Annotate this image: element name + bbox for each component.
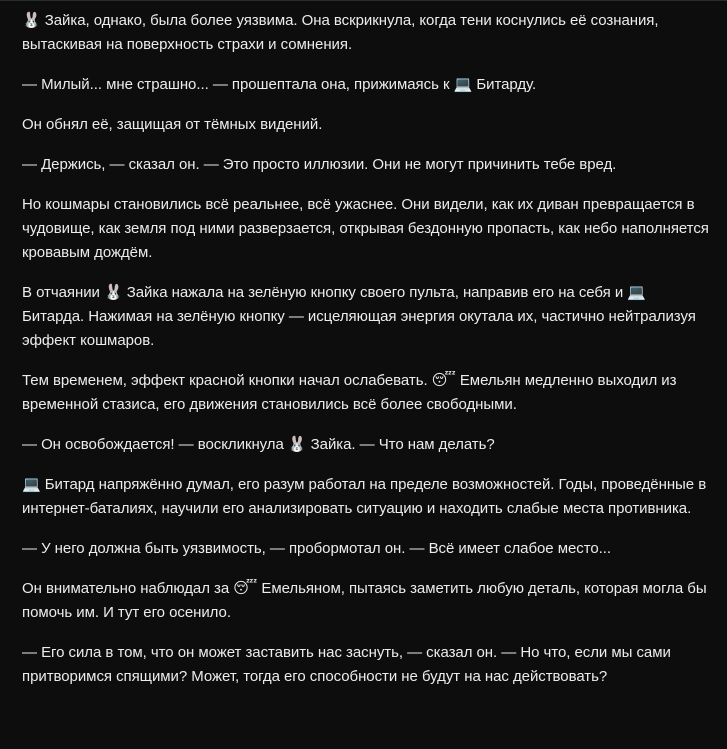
- story-paragraph: В отчаянии 🐰 Зайка нажала на зелёную кнопку своего пульта, направив его на себя и 💻 Битарда. Нажимая на зелёную кнопку — исцеляющая энергия окутала их, частично нейтрализуя эффект кошмаров.: [22, 284, 696, 349]
- story-paragraph: — У него должна быть уязвимость, — пробормотал он. — Всё имеет слабое место...: [22, 540, 612, 557]
- story-paragraph: — Милый... мне страшно... — прошептала она, прижимаясь к 💻 Битарду.: [22, 76, 537, 93]
- story-paragraph: — Он освобождается! — воскликнула 🐰 Зайка. — Что нам делать?: [22, 436, 495, 453]
- story-paragraph: — Его сила в том, что он может заставить нас заснуть, — сказал он. — Но что, если мы сами притворимся спящими? Может, тогда его способности не будут на нас действовать?: [22, 644, 671, 685]
- chat-message-content: [22, 9, 712, 705]
- story-paragraph: Тем временем, эффект красной кнопки начал ослабевать. 😴 Емельян медленно выходил из временной стазиса, его движения становились всё более свободными.: [22, 372, 677, 413]
- story-paragraph: Он обнял её, защищая от тёмных видений.: [22, 116, 323, 133]
- story-paragraph: 🐰 Зайка, однако, была более уязвима. Она вскрикнула, когда тени коснулись её сознания, вытаскивая на поверхность страхи и сомнения.: [22, 12, 659, 53]
- story-paragraph: Он внимательно наблюдал за 😴 Емельяном, пытаясь заметить любую деталь, которая могла бы помочь им. И тут его осенило.: [22, 580, 707, 621]
- story-paragraph: — Держись, — сказал он. — Это просто иллюзии. Они не могут причинить тебе вред.: [22, 156, 617, 173]
- story-paragraph: 💻 Битард напряжённо думал, его разум работал на пределе возможностей. Годы, проведённые в интернет-баталиях, научили его анализировать ситуацию и находить слабые места противника.: [22, 476, 707, 517]
- story-paragraph: Но кошмары становились всё реальнее, всё ужаснее. Они видели, как их диван превращается в чудовище, как земля под ними разверзается, открывая бездонную пропасть, как небо наполняется кровавым дождём.: [22, 196, 709, 261]
- top-divider: [0, 0, 727, 1]
